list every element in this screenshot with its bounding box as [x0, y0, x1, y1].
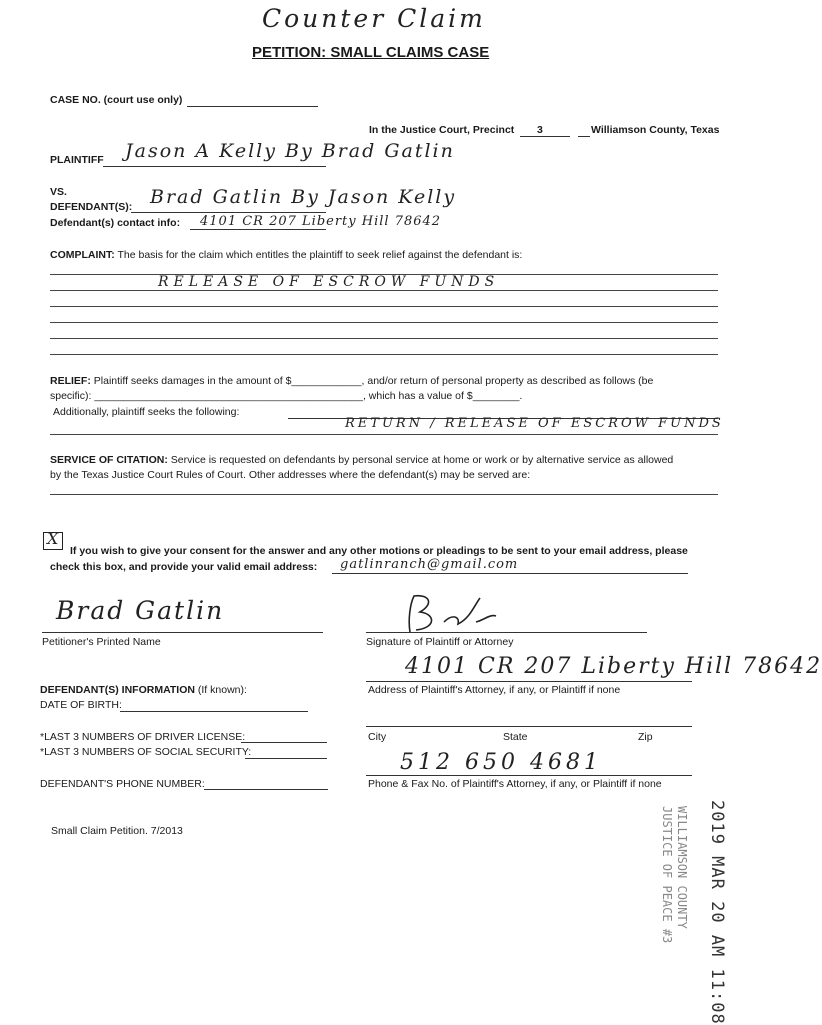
defendant-value: Brad Gatlin By Jason Kelly [150, 186, 457, 208]
precinct-value: 3 [537, 124, 543, 136]
ssn-label: *LAST 3 NUMBERS OF SOCIAL SECURITY: [40, 746, 252, 758]
plaintiff-field[interactable] [103, 166, 326, 167]
handwritten-title: Counter Claim [262, 4, 486, 33]
case-no-label: CASE NO. (court use only) [50, 94, 183, 106]
defendant-info-heading [40, 684, 247, 696]
complaint-text: The basis for the claim which entitles the plaintiff to seek relief against the defendant is: [117, 249, 523, 261]
signature-field[interactable] [366, 632, 647, 633]
complaint-line-4[interactable] [50, 322, 718, 323]
plaintiff-phone-value: 512 650 4681 [400, 750, 602, 775]
defendant-phone-label: DEFENDANT'S PHONE NUMBER: [40, 778, 205, 790]
plaintiff-value: Jason A Kelly By Brad Gatlin [125, 140, 455, 162]
city-label: City [368, 731, 387, 743]
complaint-line-3[interactable] [50, 306, 718, 307]
plaintiff-label: PLAINTIFF [50, 154, 104, 166]
city-state-zip-field[interactable] [366, 726, 692, 727]
filing-stamp-date: 2019 MAR 20 AM 11:08 [707, 800, 727, 1025]
complaint-line [50, 249, 522, 261]
printed-name-label: Petitioner's Printed Name [42, 636, 161, 648]
complaint-line-2[interactable] [50, 290, 718, 291]
case-no-field[interactable] [187, 106, 318, 107]
complaint-line-6[interactable] [50, 354, 718, 355]
complaint-line-5[interactable] [50, 338, 718, 339]
relief-value: RETURN / RELEASE OF ESCROW FUNDS [345, 416, 724, 431]
email-field[interactable] [332, 573, 688, 574]
relief-line-1 [50, 375, 653, 387]
consent-text-1: If you wish to give your consent for the answer and any other motions or pleadings to be sent to your email address, please [70, 545, 688, 557]
service-address-field[interactable] [50, 494, 718, 495]
defendant-field[interactable] [131, 212, 326, 213]
state-label: State [503, 731, 528, 743]
service-line-1 [50, 454, 673, 466]
email-value: gatlinranch@gmail.com [340, 557, 519, 572]
checkbox-mark: X [47, 529, 61, 548]
precinct-field[interactable] [520, 136, 570, 137]
defendant-contact-label: Defendant(s) contact info: [50, 217, 181, 229]
defendant-info-label: DEFENDANT(S) INFORMATION [40, 684, 195, 696]
complaint-value: RELEASE OF ESCROW FUNDS [158, 274, 500, 290]
relief-label: RELIEF: [50, 375, 91, 387]
plaintiff-address-label: Address of Plaintiff's Attorney, if any, or Plaintiff if none [368, 684, 621, 696]
consent-text-2: check this box, and provide your valid email address: [50, 561, 318, 573]
dob-label: DATE OF BIRTH: [40, 699, 122, 711]
county-label: Williamson County, Texas [591, 124, 720, 136]
relief-line-extra[interactable] [50, 434, 718, 435]
relief-text-3: Additionally, plaintiff seeks the following: [53, 406, 240, 418]
county-blank [578, 136, 590, 137]
defendant-contact-field[interactable] [190, 229, 326, 230]
ssn-field[interactable] [245, 758, 327, 759]
service-label: SERVICE OF CITATION: [50, 454, 168, 466]
relief-text-2: specific): ______________________________________________, which has a value of $________. [50, 390, 523, 402]
plaintiff-address-value: 4101 CR 207 Liberty Hill 78642 [405, 654, 822, 679]
page-title: PETITION: SMALL CLAIMS CASE [252, 44, 490, 61]
relief-text-1: Plaintiff seeks damages in the amount of $____________, and/or return of personal property as described as follows (be [93, 375, 654, 387]
plaintiff-phone-label: Phone & Fax No. of Plaintiff's Attorney, if any, or Plaintiff if none [368, 778, 662, 790]
printed-name-field[interactable] [42, 632, 323, 633]
complaint-line-1[interactable] [50, 274, 718, 275]
plaintiff-phone-field[interactable] [366, 775, 692, 776]
service-text-1: Service is requested on defendants by personal service at home or work or by alternative service as allowed [170, 454, 674, 466]
plaintiff-address-field[interactable] [366, 681, 692, 682]
defendant-phone-field[interactable] [204, 789, 328, 790]
defendant-label: DEFENDANT(S): [50, 201, 133, 213]
court-line-prefix: In the Justice Court, Precinct [369, 124, 515, 136]
filing-stamp-office-1: WILLIAMSON COUNTY [675, 806, 689, 929]
vs-label: VS. [50, 186, 67, 198]
defendant-info-suffix: (If known): [197, 684, 247, 696]
printed-name-value: Brad Gatlin [56, 596, 225, 625]
service-text-2: by the Texas Justice Court Rules of Court. Other addresses where the defendant(s) may be served are: [50, 469, 531, 481]
license-field[interactable] [241, 742, 327, 743]
complaint-label: COMPLAINT: [50, 249, 115, 261]
license-label: *LAST 3 NUMBERS OF DRIVER LICENSE: [40, 731, 246, 743]
defendant-contact-value: 4101 CR 207 Liberty Hill 78642 [200, 214, 442, 229]
signature-label: Signature of Plaintiff or Attorney [366, 636, 514, 648]
form-id: Small Claim Petition. 7/2013 [51, 825, 183, 837]
plaintiff-signature [400, 592, 510, 636]
dob-field[interactable] [120, 711, 308, 712]
filing-stamp-office-2: JUSTICE OF PEACE #3 [660, 806, 674, 944]
zip-label: Zip [638, 731, 653, 743]
